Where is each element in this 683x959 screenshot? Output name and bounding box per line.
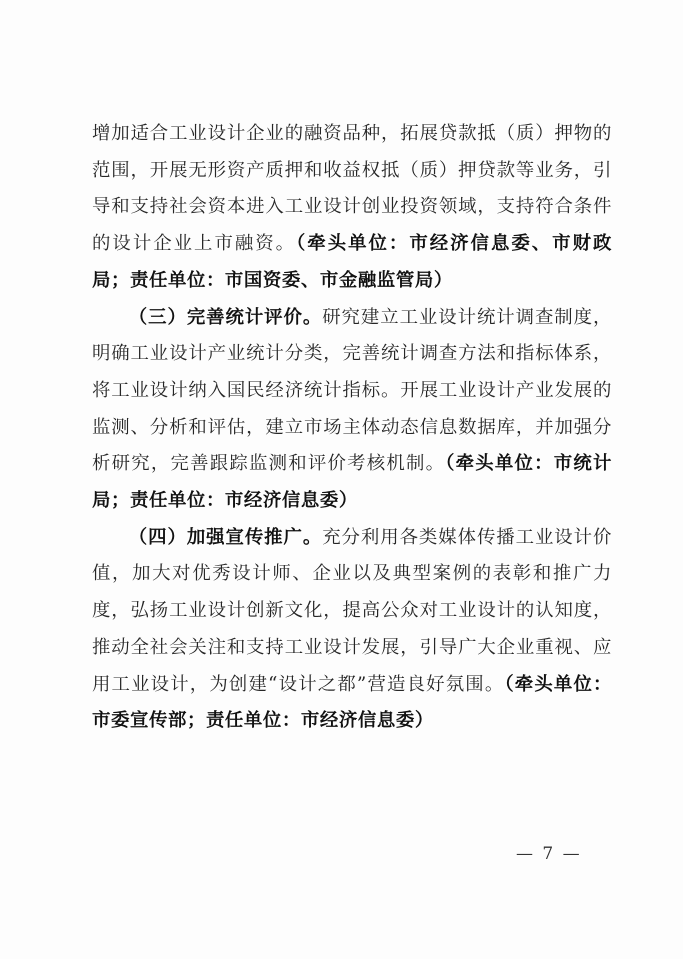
responsibility-units: （牵头单位：市委宣传部；责任单位：市经济信息委） bbox=[92, 673, 612, 732]
section-heading: （四）加强宣传推广。 bbox=[128, 526, 323, 548]
paragraph-publicity bbox=[92, 520, 612, 740]
paragraph-text: 充分利用各类媒体传播工业设计价值，加大对优秀设计师、企业以及典型案例的表彰和推广力度，弘扬工业设计创新文化，提高公众对工业设计的认知度，推动全社会关注和支持工业设计发展，引导广大企业重视、应用工业设计，为创建“设计之都”营造良好氛围。 bbox=[92, 526, 612, 695]
section-heading: （三）完善统计评价。 bbox=[128, 306, 323, 328]
document-body bbox=[92, 116, 612, 740]
page-number: — 7 — bbox=[516, 844, 582, 864]
responsibility-units: （牵头单位：市经济信息委、市财政局；责任单位：市国资委、市金融监管局） bbox=[92, 233, 612, 291]
paragraph-statistics bbox=[92, 300, 612, 520]
responsibility-units: （牵头单位：市统计局；责任单位：市经济信息委） bbox=[92, 453, 612, 512]
paragraph-text: 研究建立工业设计统计调查制度，明确工业设计产业统计分类，完善统计调查方法和指标体系，将工业设计纳入国民经济统计指标。开展工业设计产业发展的监测、分析和评估，建立市场主体动态信息数据库，并加强分析研究，完善跟踪监测和评价考核机制。 bbox=[92, 306, 612, 475]
paragraph-financing bbox=[92, 116, 612, 300]
paragraph-text: 增加适合工业设计企业的融资品种，拓展贷款抵（质）押物的范围，开展无形资产质押和收益权抵（质）押贷款等业务，引导和支持社会资本进入工业设计创业投资领域，支持符合条件的设计企业上市融资。 bbox=[92, 123, 612, 255]
